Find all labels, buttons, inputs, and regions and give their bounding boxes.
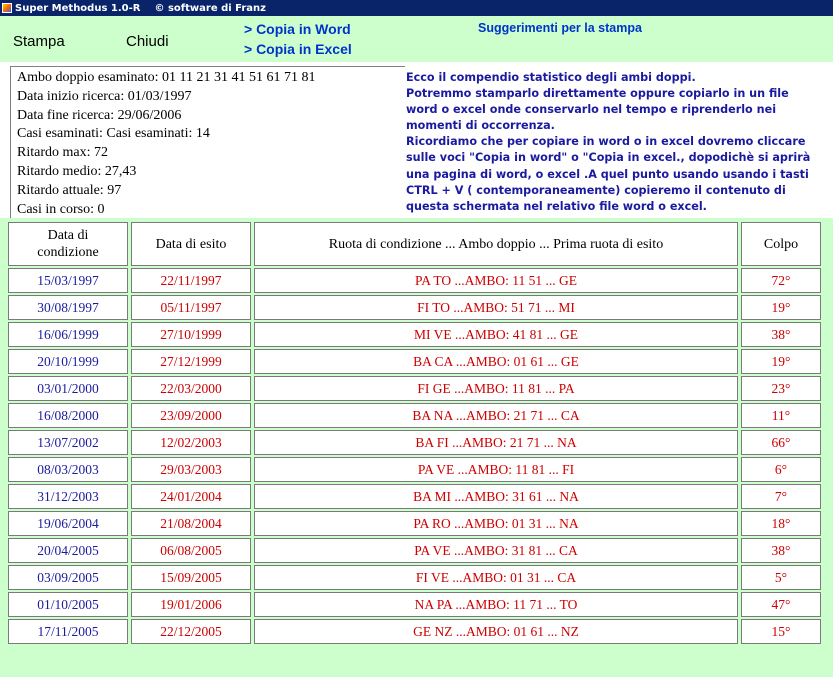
summary-max-delay: Ritardo max: 72 xyxy=(17,145,108,161)
instruction-line: Ricordiamo che per copiare in word o in excel dovremo cliccare xyxy=(406,135,806,149)
cell-outcome-date: 27/12/1999 xyxy=(131,349,251,374)
cell-description: PA TO ...AMBO: 11 51 ... GE xyxy=(254,268,738,293)
cell-condition-date: 17/11/2005 xyxy=(8,619,128,644)
cell-condition-date: 20/04/2005 xyxy=(8,538,128,563)
print-button[interactable]: Stampa xyxy=(13,33,65,50)
cell-outcome-date: 21/08/2004 xyxy=(131,511,251,536)
copy-word-link[interactable]: > Copia in Word xyxy=(244,21,351,37)
app-icon xyxy=(2,3,12,13)
cell-outcome-date: 19/01/2006 xyxy=(131,592,251,617)
table-row xyxy=(8,538,821,563)
cell-description: PA VE ...AMBO: 31 81 ... CA xyxy=(254,538,738,563)
summary-ambo: Ambo doppio esaminato: 01 11 21 31 41 51 61 71 81 xyxy=(17,70,316,85)
cell-description: FI TO ...AMBO: 51 71 ... MI xyxy=(254,295,738,320)
cell-condition-date: 16/06/1999 xyxy=(8,322,128,347)
header-hit: Colpo xyxy=(741,222,821,266)
summary-cases: Casi esaminati: Casi esaminati: 14 xyxy=(17,126,210,142)
cell-outcome-date: 15/09/2005 xyxy=(131,565,251,590)
table-row xyxy=(8,376,821,401)
cell-hit: 18° xyxy=(741,511,821,536)
table-row xyxy=(8,511,821,536)
table-row xyxy=(8,457,821,482)
cell-description: MI VE ...AMBO: 41 81 ... GE xyxy=(254,322,738,347)
toolbar xyxy=(0,16,833,62)
cell-outcome-date: 24/01/2004 xyxy=(131,484,251,509)
cell-hit: 6° xyxy=(741,457,821,482)
cell-condition-date: 20/10/1999 xyxy=(8,349,128,374)
table-row xyxy=(8,565,821,590)
header-description: Ruota di condizione ... Ambo doppio ... Prima ruota di esito xyxy=(254,222,738,266)
cell-outcome-date: 22/12/2005 xyxy=(131,619,251,644)
table-row xyxy=(8,349,821,374)
cell-description: FI VE ...AMBO: 01 31 ... CA xyxy=(254,565,738,590)
title-bar xyxy=(0,0,833,16)
instruction-line: questa schermata nel relativo file word o excel. xyxy=(406,199,707,213)
table-row xyxy=(8,484,821,509)
cell-hit: 15° xyxy=(741,619,821,644)
cell-description: PA VE ...AMBO: 11 81 ... FI xyxy=(254,457,738,482)
instruction-line: Potremmo stamparlo direttamente oppure copiarlo in un file xyxy=(406,87,789,101)
cell-condition-date: 19/06/2004 xyxy=(8,511,128,536)
cell-hit: 72° xyxy=(741,268,821,293)
cell-outcome-date: 05/11/1997 xyxy=(131,295,251,320)
header-condition-date: Data di condizione xyxy=(8,222,128,266)
cell-description: FI GE ...AMBO: 11 81 ... PA xyxy=(254,376,738,401)
instruction-line: sulle voci "Copia in word" o "Copia in excel., dopodichè si aprirà xyxy=(406,151,811,165)
instruction-line: CTRL + V ( contemporaneamente) copieremo il contenuto di xyxy=(406,183,786,197)
copyright-label: © software di Franz xyxy=(154,2,266,14)
cell-condition-date: 30/08/1997 xyxy=(8,295,128,320)
table-row xyxy=(8,295,821,320)
cell-outcome-date: 12/02/2003 xyxy=(131,430,251,455)
table-row xyxy=(8,430,821,455)
copy-excel-link[interactable]: > Copia in Excel xyxy=(244,41,352,57)
cell-description: BA MI ...AMBO: 31 61 ... NA xyxy=(254,484,738,509)
cell-outcome-date: 06/08/2005 xyxy=(131,538,251,563)
table-row xyxy=(8,619,821,644)
instruction-line: momenti di occorrenza. xyxy=(406,119,555,133)
instruction-line: Ecco il compendio statistico degli ambi doppi. xyxy=(406,71,696,84)
cell-condition-date: 13/07/2002 xyxy=(8,430,128,455)
cell-hit: 38° xyxy=(741,538,821,563)
close-button[interactable]: Chiudi xyxy=(126,33,169,50)
cell-description: GE NZ ...AMBO: 01 61 ... NZ xyxy=(254,619,738,644)
cell-description: BA FI ...AMBO: 21 71 ... NA xyxy=(254,430,738,455)
cell-condition-date: 03/09/2005 xyxy=(8,565,128,590)
summary-current-delay: Ritardo attuale: 97 xyxy=(17,182,122,198)
cell-description: BA NA ...AMBO: 21 71 ... CA xyxy=(254,403,738,428)
cell-hit: 47° xyxy=(741,592,821,617)
cell-condition-date: 08/03/2003 xyxy=(8,457,128,482)
table-row xyxy=(8,403,821,428)
cell-outcome-date: 22/11/1997 xyxy=(131,268,251,293)
cell-hit: 7° xyxy=(741,484,821,509)
table-row xyxy=(8,592,821,617)
cell-hit: 19° xyxy=(741,349,821,374)
cell-condition-date: 01/10/2005 xyxy=(8,592,128,617)
cell-outcome-date: 29/03/2003 xyxy=(131,457,251,482)
cell-hit: 11° xyxy=(741,403,821,428)
cell-hit: 19° xyxy=(741,295,821,320)
instruction-line: word o excel onde conservarlo nel tempo e riprenderlo nei xyxy=(406,103,777,117)
table-header-row xyxy=(8,222,821,266)
summary-avg-delay: Ritardo medio: 27,43 xyxy=(17,163,137,179)
cell-hit: 38° xyxy=(741,322,821,347)
instruction-line: una pagina di word, o excel .A quel punto usando usando i tasti xyxy=(406,167,809,181)
cell-condition-date: 16/08/2000 xyxy=(8,403,128,428)
table-row xyxy=(8,322,821,347)
table-row xyxy=(8,268,821,293)
cell-description: PA RO ...AMBO: 01 31 ... NA xyxy=(254,511,738,536)
cell-outcome-date: 27/10/1999 xyxy=(131,322,251,347)
results-area xyxy=(0,218,833,677)
cell-outcome-date: 23/09/2000 xyxy=(131,403,251,428)
cell-description: BA CA ...AMBO: 01 61 ... GE xyxy=(254,349,738,374)
summary-panel xyxy=(11,67,406,219)
cell-hit: 5° xyxy=(741,565,821,590)
cell-description: NA PA ...AMBO: 11 71 ... TO xyxy=(254,592,738,617)
summary-end-date: Data fine ricerca: 29/06/2006 xyxy=(17,107,182,123)
cell-hit: 66° xyxy=(741,430,821,455)
cell-condition-date: 15/03/1997 xyxy=(8,268,128,293)
window-title: Super Methodus 1.0-R xyxy=(15,2,141,14)
header-outcome-date: Data di esito xyxy=(131,222,251,266)
cell-outcome-date: 22/03/2000 xyxy=(131,376,251,401)
instructions-text xyxy=(406,70,833,216)
cell-condition-date: 31/12/2003 xyxy=(8,484,128,509)
cell-condition-date: 03/01/2000 xyxy=(8,376,128,401)
cell-hit: 23° xyxy=(741,376,821,401)
print-tips-link[interactable]: Suggerimenti per la stampa xyxy=(478,21,642,35)
summary-start-date: Data inizio ricerca: 01/03/1997 xyxy=(17,88,192,104)
summary-ongoing: Casi in corso: 0 xyxy=(17,201,105,217)
results-table xyxy=(5,220,824,646)
